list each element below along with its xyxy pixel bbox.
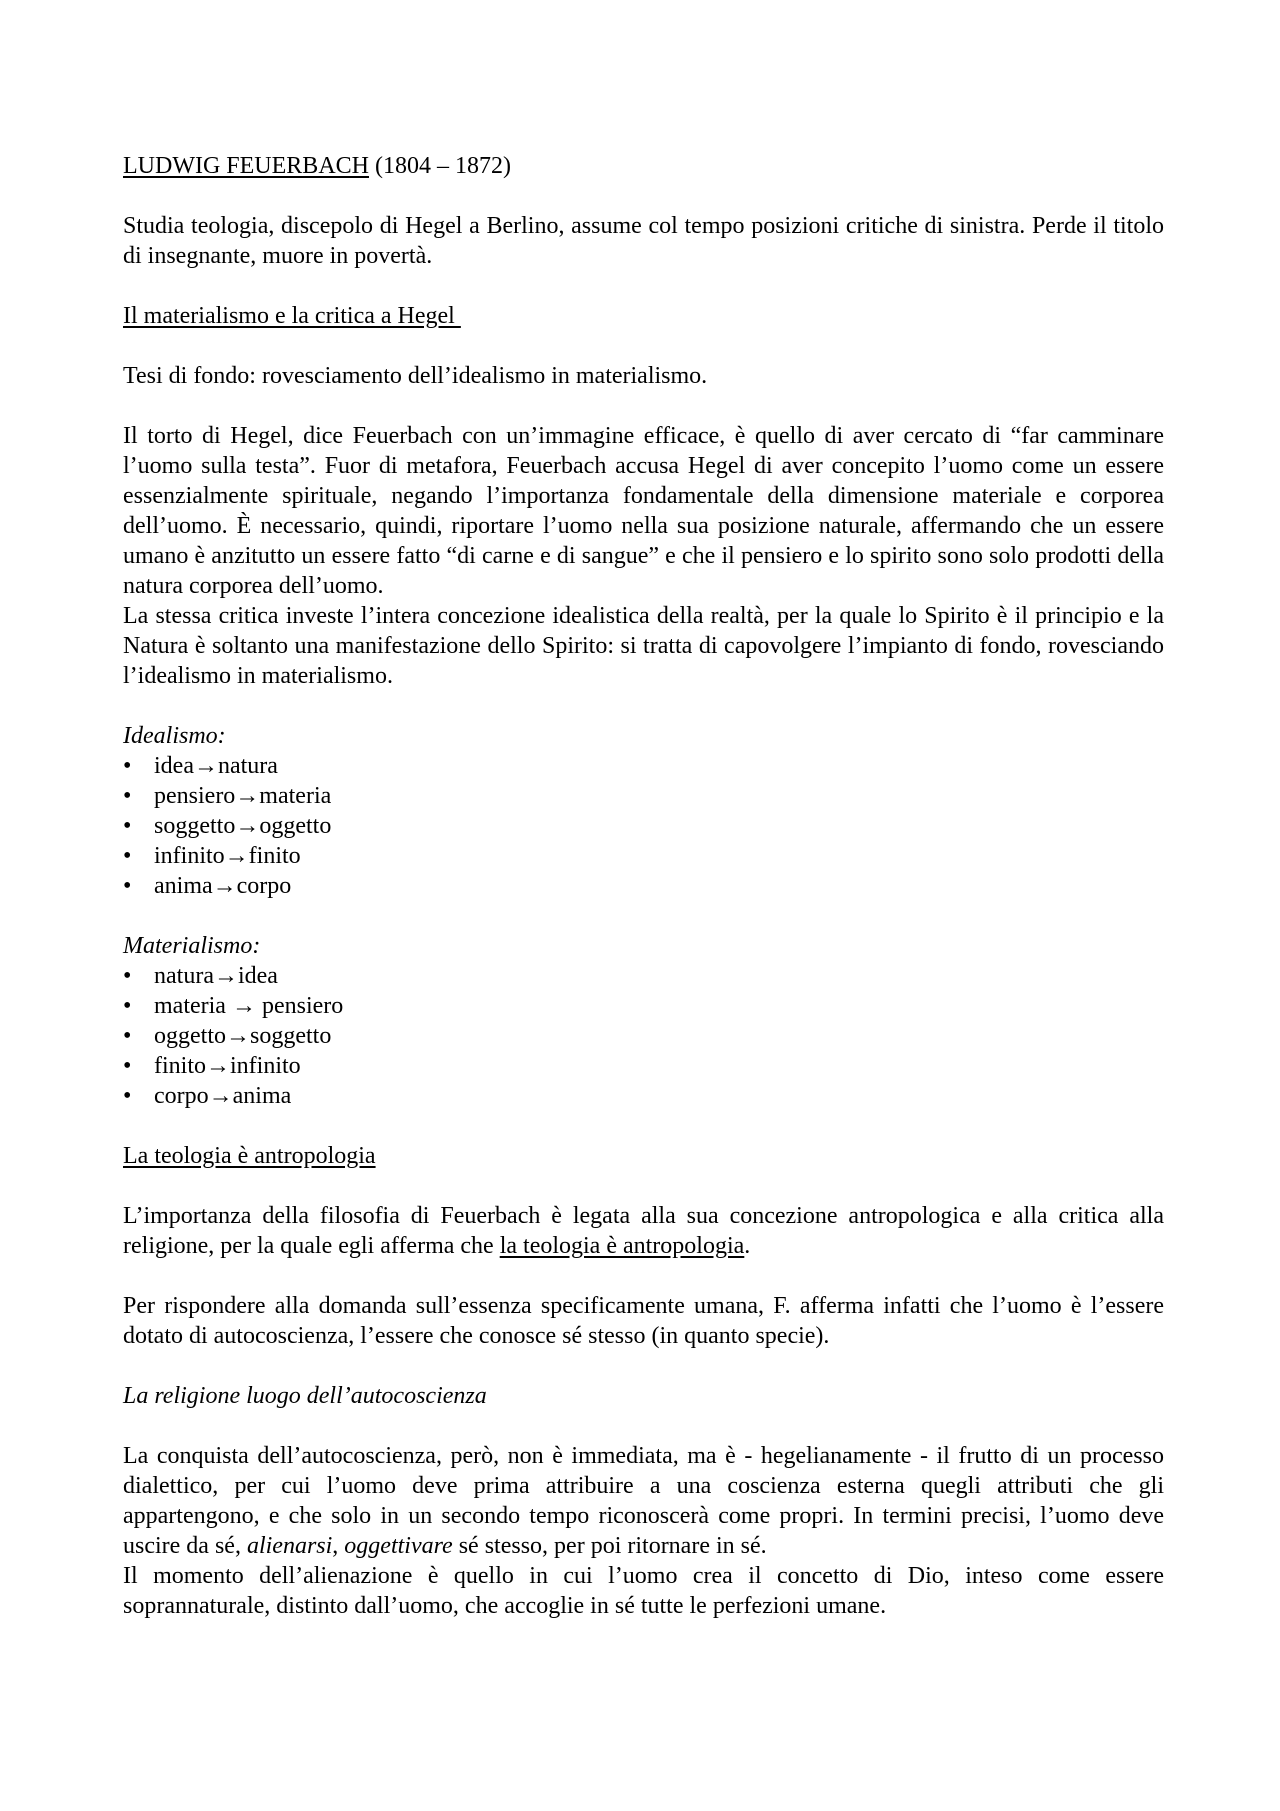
list-item: • oggetto→soggetto [123,1023,332,1049]
idealism-critique-paragraph: La stessa critica investe l’intera concezione idealistica della realtà, per la quale lo Spirito è il principio e la Natura è soltanto una manifestazione dello Spirito: si tratta di capovolgere l’impianto di fondo, rovesciando l’idealismo in materialismo. [123,603,1164,689]
idealismo-label: Idealismo: [123,723,226,749]
list-item: • anima→corpo [123,873,292,899]
god-concept-paragraph: Il momento dell’alienazione è quello in cui l’uomo crea il concetto di Dio, inteso come essere soprannaturale, distinto dall’uomo, che accoglie in sé tutte le perfezioni umane. [123,1563,1164,1619]
list-item: • finito→infinito [123,1053,301,1079]
idealismo-list [123,751,1164,901]
thesis-paragraph: Tesi di fondo: rovesciamento dell’idealismo in materialismo. [123,363,708,389]
intro-paragraph: Studia teologia, discepolo di Hegel a Berlino, assume col tempo posizioni critiche di sinistra. Perde il titolo di insegnante, muore in povertà. [123,213,1164,269]
section-heading-materialismo: Il materialismo e la critica a Hegel [123,303,461,329]
teologia-antropologia-phrase: la teologia è antropologia [499,1233,745,1259]
title-dates: (1804 – 1872) [369,153,511,179]
list-item: • pensiero→materia [123,783,332,809]
list-item: • soggetto→oggetto [123,813,332,839]
section-heading-teologia: La teologia è antropologia [123,1143,376,1169]
list-item: • materia → pensiero [123,993,344,1019]
list-item: • infinito→finito [123,843,301,869]
list-item: • idea→natura [123,753,278,779]
document-title [123,151,1164,181]
section-heading-religione: La religione luogo dell’autocoscienza [123,1383,487,1409]
hegel-critique-paragraph: Il torto di Hegel, dice Feuerbach con un’immagine efficace, è quello di aver cercato di “far camminare l’uomo sulla testa”. Fuor di metafora, Feuerbach accusa Hegel di aver concepito l’uomo come un essere essenzialmente spirituale, negando l’importanza fondamentale della dimensione materiale e corporea dell’uomo. È necessario, quindi, riportare l’uomo nella sua posizione naturale, affermando che un essere umano è anzitutto un essere fatto “di carne e di sangue” e che il pensiero e lo spirito sono solo prodotti della natura corporea dell’uomo. [123,423,1164,599]
list-item: • corpo→anima [123,1083,292,1109]
autocoscienza-paragraph: Per rispondere alla domanda sull’essenza specificamente umana, F. afferma infatti che l’uomo è l’essere dotato di autocoscienza, l’essere che conosce sé stesso (in quanto specie). [123,1293,1164,1349]
title-name: LUDWIG FEUERBACH [123,153,369,179]
anthropology-paragraph: L’importanza della filosofia di Feuerbach è legata alla sua concezione antropologica e alla critica alla religione, per la quale egli afferma che la teologia è antropologia. [123,1203,1164,1259]
alienation-paragraph: La conquista dell’autocoscienza, però, non è immediata, ma è - hegelianamente - il frutto di un processo dialettico, per cui l’uomo deve prima attribuire a una coscienza esterna quegli attributi che gli appartengono, e che solo in un secondo tempo riconoscerà come propri. In termini precisi, l’uomo deve uscire da sé, alienarsi, oggettivare sé stesso, per poi ritornare in sé. [123,1443,1164,1559]
list-item: • natura→idea [123,963,278,989]
materialismo-label: Materialismo: [123,933,261,959]
materialismo-list [123,961,1164,1111]
